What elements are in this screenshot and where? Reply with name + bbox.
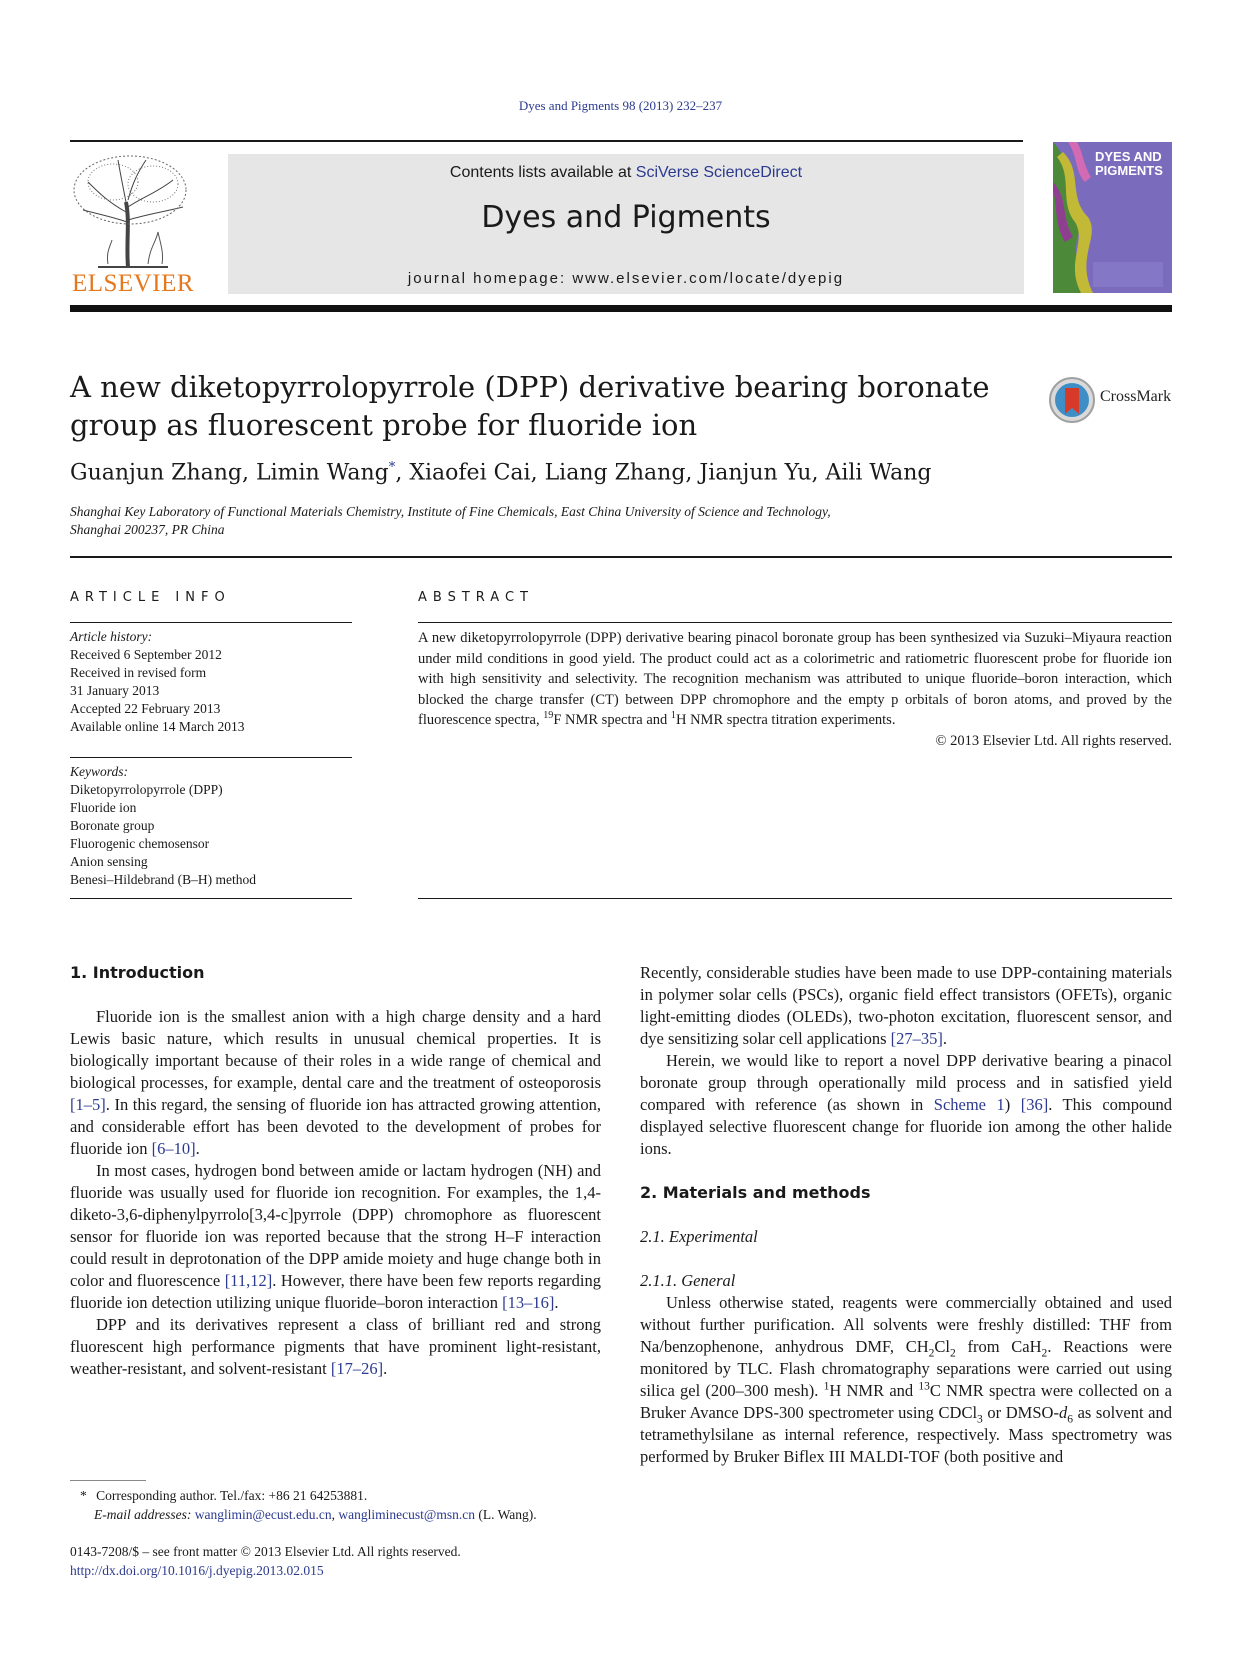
- footnote-mark: *: [80, 1488, 87, 1503]
- affiliation: [70, 503, 970, 539]
- crossmark-label: CrossMark: [1100, 388, 1172, 405]
- subsection-heading-experimental: 2.1. Experimental: [640, 1227, 758, 1246]
- paragraph-text: C NMR spectra were collected on a Bruker Avance DPS-300 spectrometer using CDCl: [640, 1381, 1173, 1422]
- section-heading-materials: 2. Materials and methods: [640, 1183, 871, 1202]
- abstract-text-part: A new diketopyrrolopyrrole (DPP) derivative bearing pinacol boronate group has been synthesized via Suzuki–Miyaura reaction under mild conditions in good yield. The product could act as a colorimetric and ratiometric fluorescent probe for fluoride ion with high sensitivity and selectivity. The recognition mechanism was attributed to unique fluoride–boron interaction, which blocked the charge transfer (CT) between DPP chromophore and the empty p orbitals of boron atoms, and proved by the fluorescence spectra,: [418, 630, 1172, 728]
- email-label: E-mail addresses:: [94, 1507, 195, 1522]
- history-item: 31 January 2013: [70, 683, 160, 698]
- subscript: 2: [1041, 1347, 1048, 1360]
- paragraph: [640, 1050, 1172, 1160]
- front-matter: [70, 1542, 670, 1580]
- affiliation-line: Shanghai 200237, PR China: [70, 522, 225, 537]
- paragraph-text: . However, there have been few reports regarding fluoride ion detection utilizing unique fluoride–boron interaction: [70, 1271, 602, 1312]
- journal-banner: [228, 154, 1024, 294]
- history-item: Received 6 September 2012: [70, 647, 222, 662]
- superscript: 1: [823, 1380, 830, 1393]
- abstract-text: [418, 628, 1172, 731]
- footnote-line: [70, 1505, 601, 1524]
- paragraph-text: . Reactions were monitored by TLC. Flash chromatography separations were carried out using silica gel (200–300 mesh).: [640, 1337, 1172, 1400]
- footnote: [70, 1486, 601, 1524]
- citation-link[interactable]: [36]: [1020, 1095, 1049, 1114]
- paragraph-text: H NMR and: [829, 1381, 919, 1400]
- history-item: Available online 14 March 2013: [70, 719, 245, 734]
- citation-link[interactable]: [27–35]: [890, 1029, 943, 1048]
- paragraph: [70, 1314, 601, 1380]
- elsevier-wordmark: ELSEVIER: [71, 270, 195, 297]
- paragraph-text: as solvent and tetramethylsilane as internal reference, respectively. Mass spectrometry was performed by Bruker Biflex III MALDI-TOF (both positive and: [640, 1403, 1173, 1466]
- sciencedirect-link[interactable]: SciVerse ScienceDirect: [635, 164, 803, 181]
- affiliation-line: Shanghai Key Laboratory of Functional Materials Chemistry, Institute of Fine Chemicals, East China University of Science and Technology,: [70, 504, 831, 519]
- article-info-heading: ARTICLE INFO: [70, 590, 231, 605]
- subscript: 2: [950, 1347, 956, 1360]
- authors-first: Guanjun Zhang, Limin Wang: [70, 460, 389, 486]
- paragraph: [640, 962, 1172, 1050]
- info-rule: [70, 898, 352, 899]
- paragraph-text: DPP and its derivatives represent a class of brilliant red and strong fluorescent high performance pigments that have prominent light-resistant, weather-resistant, and solvent-resistant: [70, 1315, 601, 1378]
- paragraph-text: Recently, considerable studies have been made to use DPP-containing materials in polymer solar cells (PSCs), organic field effect transistors (OFETs), organic light-emitting diodes (OLEDs), two-photon excitation, fluorescent sensor, and dye sensitizing solar cell applications: [640, 963, 1172, 1048]
- paragraph-text: Herein, we would like to report a novel DPP derivative bearing a pinacol boronate group through operationally mild process and in satisfied yield compared with reference (as shown in: [640, 1051, 1172, 1114]
- footnote-line: [70, 1486, 601, 1505]
- info-rule: [70, 622, 352, 623]
- email-link[interactable]: wanglimin@ecust.edu.cn: [194, 1507, 332, 1522]
- contents-prefix: Contents lists available at: [449, 164, 636, 181]
- paragraph: [70, 1160, 601, 1314]
- abstract-text-part: H NMR spectra titration experiments.: [675, 712, 896, 728]
- keyword-item: Boronate group: [70, 818, 155, 833]
- footnote-text: (L. Wang).: [474, 1507, 537, 1522]
- abstract-heading: ABSTRACT: [418, 590, 534, 605]
- issn-line: 0143-7208/$ – see front matter © 2013 Elsevier Ltd. All rights reserved.: [70, 1544, 461, 1559]
- abstract-copyright: © 2013 Elsevier Ltd. All rights reserved.: [935, 732, 1172, 749]
- italic-text: d: [1058, 1403, 1068, 1422]
- citation-link[interactable]: [6–10]: [151, 1139, 196, 1158]
- superscript: 13: [918, 1380, 930, 1393]
- keywords-label: Keywords:: [70, 764, 128, 779]
- history-item: Received in revised form: [70, 665, 207, 680]
- crossmark-icon: [1048, 376, 1096, 424]
- citation-link[interactable]: [17–26]: [330, 1359, 384, 1378]
- paragraph-text: Fluoride ion is the smallest anion with a high charge density and a hard Lewis basic nature, which results in unusual chemical properties. It is biologically important because of their roles in a wide range of chemical and biological processes, for example, dental care and the treatment of osteoporosis: [70, 1007, 601, 1092]
- authors-rest: , Xiaofei Cai, Liang Zhang, Jianjun Yu, Aili Wang: [395, 460, 932, 486]
- header-thick-rule: [70, 305, 1172, 312]
- journal-cover-image: [1053, 142, 1172, 293]
- paragraph-text: or DMSO-: [982, 1403, 1059, 1422]
- footnote-rule: [70, 1480, 146, 1481]
- history-item: Accepted 22 February 2013: [70, 701, 221, 716]
- keyword-item: Benesi–Hildebrand (B–H) method: [70, 872, 256, 887]
- crossmark-badge[interactable]: [1048, 376, 1178, 424]
- paragraph-text: from CaH: [955, 1337, 1042, 1356]
- body-column-left: [70, 962, 601, 1380]
- paragraph-text: .: [942, 1029, 948, 1048]
- paragraph-text: Unless otherwise stated, reagents were commercially obtained and used without further purification. All solvents were freshly distilled: THF from Na/benzophenone, anhydrous DMF, CH: [640, 1293, 1172, 1356]
- superscript: 1: [670, 710, 676, 722]
- footnote-text: ,: [331, 1507, 339, 1522]
- citation-link[interactable]: [13–16]: [502, 1293, 555, 1312]
- paragraph-text: . In this regard, the sensing of fluoride ion has attracted growing attention, and considerable effort has been devoted to the development of probes for fluoride ion: [70, 1095, 601, 1158]
- subscript: 3: [977, 1413, 983, 1426]
- contents-line: [228, 164, 1024, 182]
- journal-title: Dyes and Pigments: [481, 200, 771, 235]
- cover-title: DYES AND PIGMENTS: [1095, 149, 1163, 178]
- journal-homepage[interactable]: journal homepage: www.elsevier.com/locate/dyepig: [407, 270, 845, 287]
- author-list: [70, 460, 932, 485]
- abstract-rule: [418, 898, 1172, 899]
- article-history: [70, 628, 360, 736]
- paragraph-text: . This compound displayed selective fluorescent change for fluoride ion among the other halide ions.: [640, 1095, 1172, 1158]
- keyword-item: Anion sensing: [70, 854, 148, 869]
- paragraph-text: .: [195, 1139, 200, 1158]
- footnote-text: Corresponding author. Tel./fax: +86 21 64253881.: [92, 1488, 368, 1503]
- header-rule: [70, 140, 1023, 142]
- citation-link[interactable]: [1–5]: [70, 1095, 106, 1114]
- section-divider: [70, 556, 1172, 558]
- keyword-item: Fluoride ion: [70, 800, 137, 815]
- abstract-text-part: F NMR spectra and: [553, 712, 671, 728]
- keywords: [70, 763, 360, 889]
- citation-link[interactable]: [11,12]: [224, 1271, 273, 1290]
- paragraph-text: In most cases, hydrogen bond between amide or lactam hydrogen (NH) and fluoride was usually used for fluoride ion recognition. For examples, the 1,4-diketo-3,6-diphenylpyrrolo[3,4-c]pyrrole (DPP) chromophore as fluorescent sensor for fluoride ion was reported because that the strong H–F interaction could result in deprotonation of the DPP amide moiety and huge change both in color and fluorescence: [70, 1161, 601, 1290]
- body-column-right: [640, 962, 1172, 1468]
- corresponding-author-mark[interactable]: *: [388, 460, 396, 475]
- scheme-link[interactable]: Scheme 1: [933, 1095, 1005, 1114]
- doi-link[interactable]: http://dx.doi.org/10.1016/j.dyepig.2013.02.015: [70, 1563, 324, 1578]
- superscript: 19: [543, 710, 554, 722]
- keyword-item: Fluorogenic chemosensor: [70, 836, 210, 851]
- section-heading-introduction: 1. Introduction: [70, 963, 205, 982]
- abstract-body: [418, 628, 1172, 751]
- paragraph-text: .: [554, 1293, 559, 1312]
- subsubsection-heading-general: 2.1.1. General: [640, 1271, 736, 1290]
- subscript: 2: [928, 1347, 935, 1360]
- abstract-rule: [418, 622, 1172, 623]
- article-title: A new diketopyrrolopyrrole (DPP) derivative bearing boronate group as fluorescent probe for fluoride ion: [70, 370, 990, 442]
- paragraph: [70, 1006, 601, 1160]
- email-link[interactable]: wangliminecust@msn.cn: [338, 1507, 475, 1522]
- info-rule: [70, 757, 352, 758]
- paragraph: [640, 1292, 1172, 1468]
- paragraph-text: .: [383, 1359, 388, 1378]
- paragraph-text: ): [1004, 1095, 1021, 1114]
- paragraph-text: Cl: [934, 1337, 950, 1356]
- subscript: 6: [1067, 1413, 1073, 1426]
- journal-reference[interactable]: Dyes and Pigments 98 (2013) 232–237: [518, 98, 723, 113]
- history-label: Article history:: [70, 629, 153, 644]
- keyword-item: Diketopyrrolopyrrole (DPP): [70, 782, 223, 797]
